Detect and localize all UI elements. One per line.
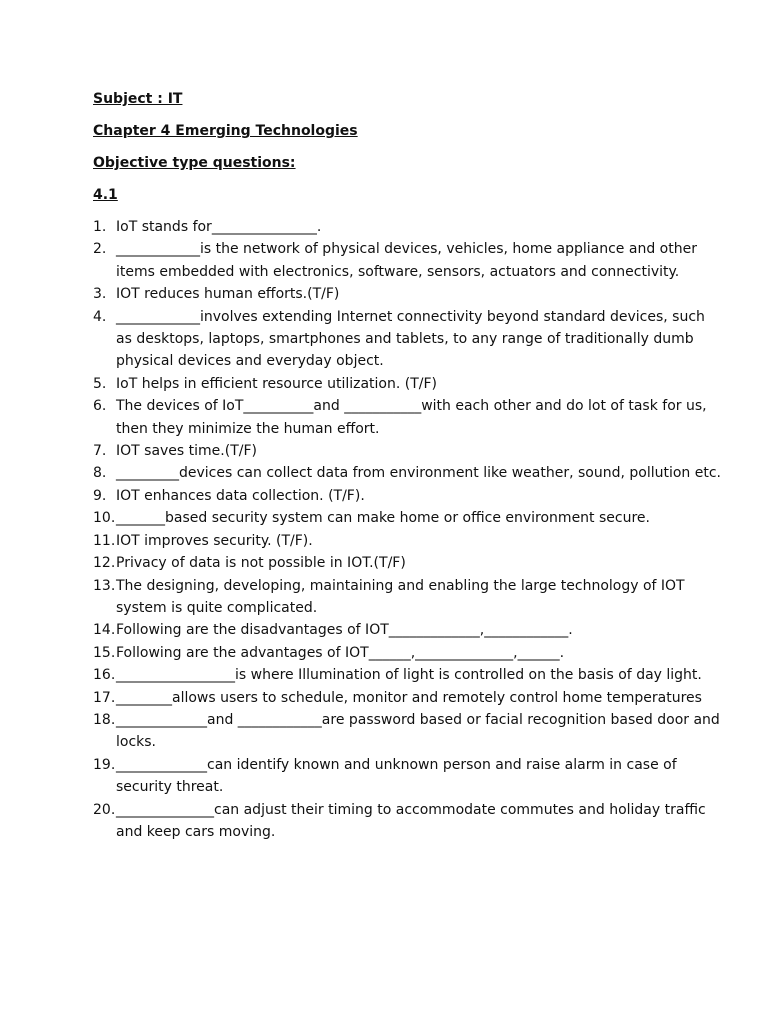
question-number: 9.	[93, 487, 107, 504]
question-number: 3.	[93, 286, 107, 303]
question-number: 11.	[93, 532, 116, 549]
section-number: 4.1	[93, 187, 118, 203]
question-item	[93, 642, 723, 664]
question-text: The devices of IoT__________and ___________with each other and do lot of task for us, then they minimize the human effort.	[116, 398, 707, 437]
question-number: 19.	[93, 756, 116, 773]
question-number: 7.	[93, 443, 107, 460]
question-item	[93, 440, 723, 462]
question-text: ______________can adjust their timing to accommodate commutes and holiday traffic and keep cars moving.	[116, 801, 706, 840]
question-text: _____________can identify known and unknown person and raise alarm in case of security threat.	[116, 756, 677, 796]
question-number: 10.	[93, 510, 116, 527]
question-item	[93, 687, 723, 709]
question-item	[93, 462, 723, 484]
question-number: 6.	[93, 398, 107, 415]
question-text: IoT stands for_______________.	[116, 219, 322, 235]
question-item	[93, 283, 723, 305]
question-text: _____________and ____________are password based or facial recognition based door and locks.	[116, 711, 720, 751]
question-text: ____________is the network of physical devices, vehicles, home appliance and other items embedded with electronics, software, sensors, actuators and connectivity.	[116, 241, 697, 280]
subject-heading: Subject : IT	[93, 91, 183, 107]
question-number: 4.	[93, 308, 107, 325]
question-item	[93, 575, 723, 620]
question-item	[93, 709, 723, 754]
question-number: 8.	[93, 465, 107, 482]
question-item	[93, 507, 723, 529]
question-item	[93, 306, 723, 373]
question-item	[93, 552, 723, 574]
question-text: _______based security system can make home or office environment secure.	[116, 510, 650, 527]
question-item	[93, 664, 723, 686]
question-text: IOT saves time.(T/F)	[116, 443, 257, 460]
question-text: Following are the advantages of IOT______,______________,______.	[116, 644, 565, 661]
question-text: Following are the disadvantages of IOT_____________,____________.	[116, 622, 573, 639]
question-number: 2.	[93, 241, 107, 258]
question-item	[93, 619, 723, 641]
question-item	[93, 216, 723, 238]
question-number: 15.	[93, 644, 116, 661]
question-list	[93, 216, 723, 843]
question-number: 1.	[93, 219, 107, 235]
question-item	[93, 799, 723, 844]
question-text: ________allows users to schedule, monitor and remotely control home temperatures	[116, 689, 702, 706]
question-text: _________________is where Illumination of light is controlled on the basis of day light.	[116, 667, 702, 684]
question-number: 17.	[93, 689, 116, 706]
question-text: ____________involves extending Internet connectivity beyond standard devices, such as desktops, laptops, smartphones and tablets, to any range of traditionally dumb physical devices and everyday object.	[116, 308, 705, 370]
question-text: The designing, developing, maintaining and enabling the large technology of IOT system is quite complicated.	[116, 577, 685, 616]
question-item	[93, 373, 723, 395]
question-text: IOT reduces human efforts.(T/F)	[116, 286, 340, 303]
question-item	[93, 530, 723, 552]
question-text: Privacy of data is not possible in IOT.(T/F)	[116, 555, 406, 572]
question-number: 13.	[93, 577, 116, 594]
question-item	[93, 485, 723, 507]
question-number: 18.	[93, 711, 116, 728]
question-text: IOT enhances data collection. (T/F).	[116, 487, 365, 504]
question-text: IOT improves security. (T/F).	[116, 532, 313, 549]
question-item	[93, 238, 723, 283]
section-title: Objective type questions:	[93, 155, 296, 171]
question-text: IoT helps in efficient resource utilization. (T/F)	[116, 375, 438, 392]
question-number: 14.	[93, 622, 116, 639]
question-number: 20.	[93, 801, 116, 818]
question-number: 16.	[93, 667, 116, 684]
question-item	[93, 395, 723, 440]
question-text: _________devices can collect data from environment like weather, sound, pollution etc.	[116, 465, 721, 482]
chapter-heading: Chapter 4 Emerging Technologies	[93, 123, 358, 139]
question-number: 12.	[93, 555, 116, 572]
question-number: 5.	[93, 375, 107, 392]
question-item	[93, 754, 723, 799]
